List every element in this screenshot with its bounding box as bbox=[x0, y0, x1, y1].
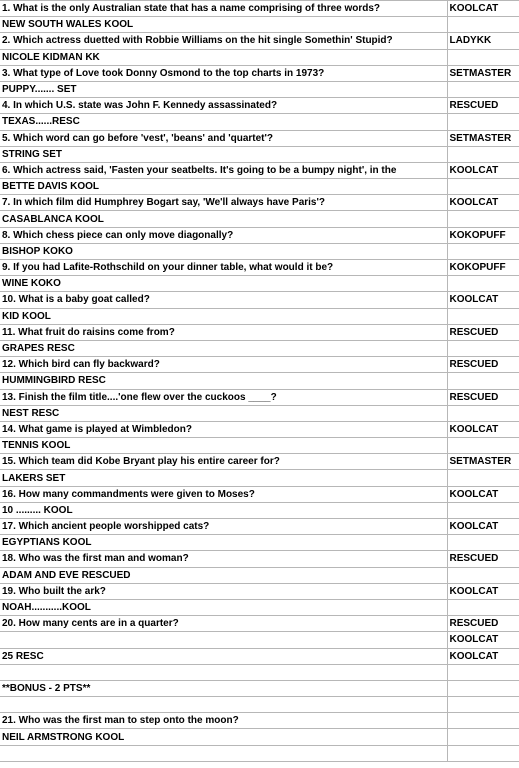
sheet-row bbox=[0, 81, 519, 97]
question-answer-cell[interactable]: 1. What is the only Australian state that has a name comprising of three words? bbox=[0, 1, 447, 17]
player-name-cell[interactable]: RESCUED bbox=[447, 389, 519, 405]
question-answer-cell[interactable]: 5. Which word can go before 'vest', 'beans' and 'quartet'? bbox=[0, 130, 447, 146]
question-answer-cell[interactable]: 3. What type of Love took Donny Osmond to the top charts in 1973? bbox=[0, 65, 447, 81]
sheet-row bbox=[0, 114, 519, 130]
player-name-cell[interactable]: RESCUED bbox=[447, 357, 519, 373]
player-name-cell[interactable]: KOOLCAT bbox=[447, 519, 519, 535]
player-name-cell[interactable] bbox=[447, 308, 519, 324]
sheet-row bbox=[0, 389, 519, 405]
player-name-cell[interactable]: SETMASTER bbox=[447, 454, 519, 470]
question-answer-cell[interactable]: STRING SET bbox=[0, 146, 447, 162]
sheet-row bbox=[0, 33, 519, 49]
sheet-row bbox=[0, 65, 519, 81]
question-answer-cell[interactable]: 20. How many cents are in a quarter? bbox=[0, 616, 447, 632]
question-answer-cell[interactable]: PUPPY....... SET bbox=[0, 81, 447, 97]
sheet-row bbox=[0, 664, 519, 680]
sheet-row bbox=[0, 357, 519, 373]
player-name-cell[interactable] bbox=[447, 373, 519, 389]
question-answer-cell[interactable]: HUMMINGBIRD RESC bbox=[0, 373, 447, 389]
sheet-row bbox=[0, 421, 519, 437]
sheet-row bbox=[0, 405, 519, 421]
player-name-cell[interactable] bbox=[447, 243, 519, 259]
sheet-row bbox=[0, 162, 519, 178]
sheet-row bbox=[0, 179, 519, 195]
question-answer-cell[interactable]: 7. In which film did Humphrey Bogart say, 'We'll always have Paris'? bbox=[0, 195, 447, 211]
player-name-cell[interactable]: KOOLCAT bbox=[447, 648, 519, 664]
question-answer-cell[interactable]: CASABLANCA KOOL bbox=[0, 211, 447, 227]
sheet-row bbox=[0, 502, 519, 518]
sheet-row bbox=[0, 195, 519, 211]
sheet-row bbox=[0, 17, 519, 33]
sheet-row bbox=[0, 583, 519, 599]
question-answer-cell[interactable]: 10. What is a baby goat called? bbox=[0, 292, 447, 308]
question-answer-cell[interactable]: 12. Which bird can fly backward? bbox=[0, 357, 447, 373]
sheet-row bbox=[0, 599, 519, 615]
question-answer-cell[interactable]: 16. How many commandments were given to Moses? bbox=[0, 486, 447, 502]
sheet-row bbox=[0, 486, 519, 502]
question-answer-cell[interactable] bbox=[0, 697, 447, 713]
sheet-row bbox=[0, 146, 519, 162]
sheet-row bbox=[0, 324, 519, 340]
sheet-row bbox=[0, 227, 519, 243]
player-name-cell[interactable]: SETMASTER bbox=[447, 130, 519, 146]
question-answer-cell[interactable]: 11. What fruit do raisins come from? bbox=[0, 324, 447, 340]
player-name-cell[interactable]: KOOLCAT bbox=[447, 421, 519, 437]
question-answer-cell[interactable]: 18. Who was the first man and woman? bbox=[0, 551, 447, 567]
player-name-cell[interactable] bbox=[447, 81, 519, 97]
question-answer-cell[interactable]: KID KOOL bbox=[0, 308, 447, 324]
player-name-cell[interactable] bbox=[447, 146, 519, 162]
sheet-row bbox=[0, 697, 519, 713]
player-name-cell[interactable] bbox=[447, 697, 519, 713]
player-name-cell[interactable] bbox=[447, 49, 519, 65]
sheet-row bbox=[0, 551, 519, 567]
sheet-row bbox=[0, 276, 519, 292]
question-answer-cell[interactable]: LAKERS SET bbox=[0, 470, 447, 486]
question-answer-cell[interactable]: EGYPTIANS KOOL bbox=[0, 535, 447, 551]
sheet-row bbox=[0, 49, 519, 65]
question-answer-cell[interactable]: TENNIS KOOL bbox=[0, 438, 447, 454]
question-answer-cell[interactable]: **BONUS - 2 PTS** bbox=[0, 680, 447, 696]
sheet-row bbox=[0, 713, 519, 729]
sheet-row bbox=[0, 567, 519, 583]
sheet-row bbox=[0, 1, 519, 17]
question-answer-cell[interactable] bbox=[0, 664, 447, 680]
sheet-row bbox=[0, 745, 519, 761]
question-answer-cell[interactable]: 19. Who built the ark? bbox=[0, 583, 447, 599]
sheet-row bbox=[0, 438, 519, 454]
player-name-cell[interactable] bbox=[447, 438, 519, 454]
question-answer-cell[interactable]: ADAM AND EVE RESCUED bbox=[0, 567, 447, 583]
player-name-cell[interactable] bbox=[447, 114, 519, 130]
sheet-row bbox=[0, 680, 519, 696]
question-answer-cell[interactable]: WINE KOKO bbox=[0, 276, 447, 292]
player-name-cell[interactable]: KOOLCAT bbox=[447, 583, 519, 599]
sheet-body bbox=[0, 1, 519, 762]
sheet-row bbox=[0, 535, 519, 551]
question-answer-cell[interactable]: BISHOP KOKO bbox=[0, 243, 447, 259]
sheet-row bbox=[0, 373, 519, 389]
question-answer-cell[interactable]: 8. Which chess piece can only move diagonally? bbox=[0, 227, 447, 243]
question-answer-cell[interactable]: 15. Which team did Kobe Bryant play his entire career for? bbox=[0, 454, 447, 470]
player-name-cell[interactable] bbox=[447, 211, 519, 227]
question-answer-cell[interactable]: NEW SOUTH WALES KOOL bbox=[0, 17, 447, 33]
sheet-row bbox=[0, 98, 519, 114]
player-name-cell[interactable]: KOKOPUFF bbox=[447, 227, 519, 243]
player-name-cell[interactable]: KOOLCAT bbox=[447, 486, 519, 502]
player-name-cell[interactable] bbox=[447, 340, 519, 356]
question-answer-cell[interactable]: 10 ......... KOOL bbox=[0, 502, 447, 518]
question-answer-cell[interactable]: 9. If you had Lafite-Rothschild on your dinner table, what would it be? bbox=[0, 260, 447, 276]
player-name-cell[interactable] bbox=[447, 470, 519, 486]
player-name-cell[interactable]: LADYKK bbox=[447, 33, 519, 49]
question-answer-cell[interactable]: NOAH...........KOOL bbox=[0, 599, 447, 615]
player-name-cell[interactable] bbox=[447, 664, 519, 680]
sheet-row bbox=[0, 648, 519, 664]
sheet-row bbox=[0, 260, 519, 276]
player-name-cell[interactable] bbox=[447, 179, 519, 195]
sheet-row bbox=[0, 632, 519, 648]
question-answer-cell[interactable]: 25 RESC bbox=[0, 648, 447, 664]
question-answer-cell[interactable]: 21. Who was the first man to step onto the moon? bbox=[0, 713, 447, 729]
player-name-cell[interactable] bbox=[447, 405, 519, 421]
player-name-cell[interactable]: RESCUED bbox=[447, 551, 519, 567]
sheet-row bbox=[0, 308, 519, 324]
player-name-cell[interactable] bbox=[447, 535, 519, 551]
sheet-row bbox=[0, 130, 519, 146]
player-name-cell[interactable] bbox=[447, 599, 519, 615]
player-name-cell[interactable] bbox=[447, 17, 519, 33]
player-name-cell[interactable]: SETMASTER bbox=[447, 65, 519, 81]
player-name-cell[interactable] bbox=[447, 745, 519, 761]
question-answer-cell[interactable]: NEIL ARMSTRONG KOOL bbox=[0, 729, 447, 745]
player-name-cell[interactable]: RESCUED bbox=[447, 98, 519, 114]
sheet-row bbox=[0, 519, 519, 535]
player-name-cell[interactable]: KOOLCAT bbox=[447, 1, 519, 17]
question-answer-cell[interactable]: NEST RESC bbox=[0, 405, 447, 421]
question-answer-cell[interactable] bbox=[0, 745, 447, 761]
sheet-row bbox=[0, 454, 519, 470]
question-answer-cell[interactable]: 17. Which ancient people worshipped cats? bbox=[0, 519, 447, 535]
player-name-cell[interactable] bbox=[447, 276, 519, 292]
question-answer-cell[interactable]: BETTE DAVIS KOOL bbox=[0, 179, 447, 195]
sheet-row bbox=[0, 292, 519, 308]
player-name-cell[interactable]: RESCUED bbox=[447, 324, 519, 340]
question-answer-cell[interactable]: 13. Finish the film title....'one flew over the cuckoos ____? bbox=[0, 389, 447, 405]
sheet-row bbox=[0, 729, 519, 745]
sheet-row bbox=[0, 211, 519, 227]
player-name-cell[interactable] bbox=[447, 680, 519, 696]
player-name-cell[interactable]: KOOLCAT bbox=[447, 292, 519, 308]
question-answer-cell[interactable]: 14. What game is played at Wimbledon? bbox=[0, 421, 447, 437]
question-answer-cell[interactable]: NICOLE KIDMAN KK bbox=[0, 49, 447, 65]
question-answer-cell[interactable]: 2. Which actress duetted with Robbie Williams on the hit single Somethin' Stupid? bbox=[0, 33, 447, 49]
sheet-row bbox=[0, 243, 519, 259]
question-answer-cell[interactable]: 6. Which actress said, 'Fasten your seatbelts. It's going to be a bumpy night', in the bbox=[0, 162, 447, 178]
player-name-cell[interactable] bbox=[447, 502, 519, 518]
player-name-cell[interactable]: KOOLCAT bbox=[447, 632, 519, 648]
question-answer-cell[interactable]: 4. In which U.S. state was John F. Kennedy assassinated? bbox=[0, 98, 447, 114]
player-name-cell[interactable] bbox=[447, 567, 519, 583]
player-name-cell[interactable]: KOOLCAT bbox=[447, 162, 519, 178]
sheet-row bbox=[0, 616, 519, 632]
question-answer-cell[interactable]: GRAPES RESC bbox=[0, 340, 447, 356]
player-name-cell[interactable]: KOKOPUFF bbox=[447, 260, 519, 276]
player-name-cell[interactable]: KOOLCAT bbox=[447, 195, 519, 211]
player-name-cell[interactable] bbox=[447, 713, 519, 729]
player-name-cell[interactable] bbox=[447, 729, 519, 745]
player-name-cell[interactable]: RESCUED bbox=[447, 616, 519, 632]
question-answer-cell[interactable] bbox=[0, 632, 447, 648]
sheet-row bbox=[0, 340, 519, 356]
question-answer-cell[interactable]: TEXAS......RESC bbox=[0, 114, 447, 130]
sheet-row bbox=[0, 470, 519, 486]
